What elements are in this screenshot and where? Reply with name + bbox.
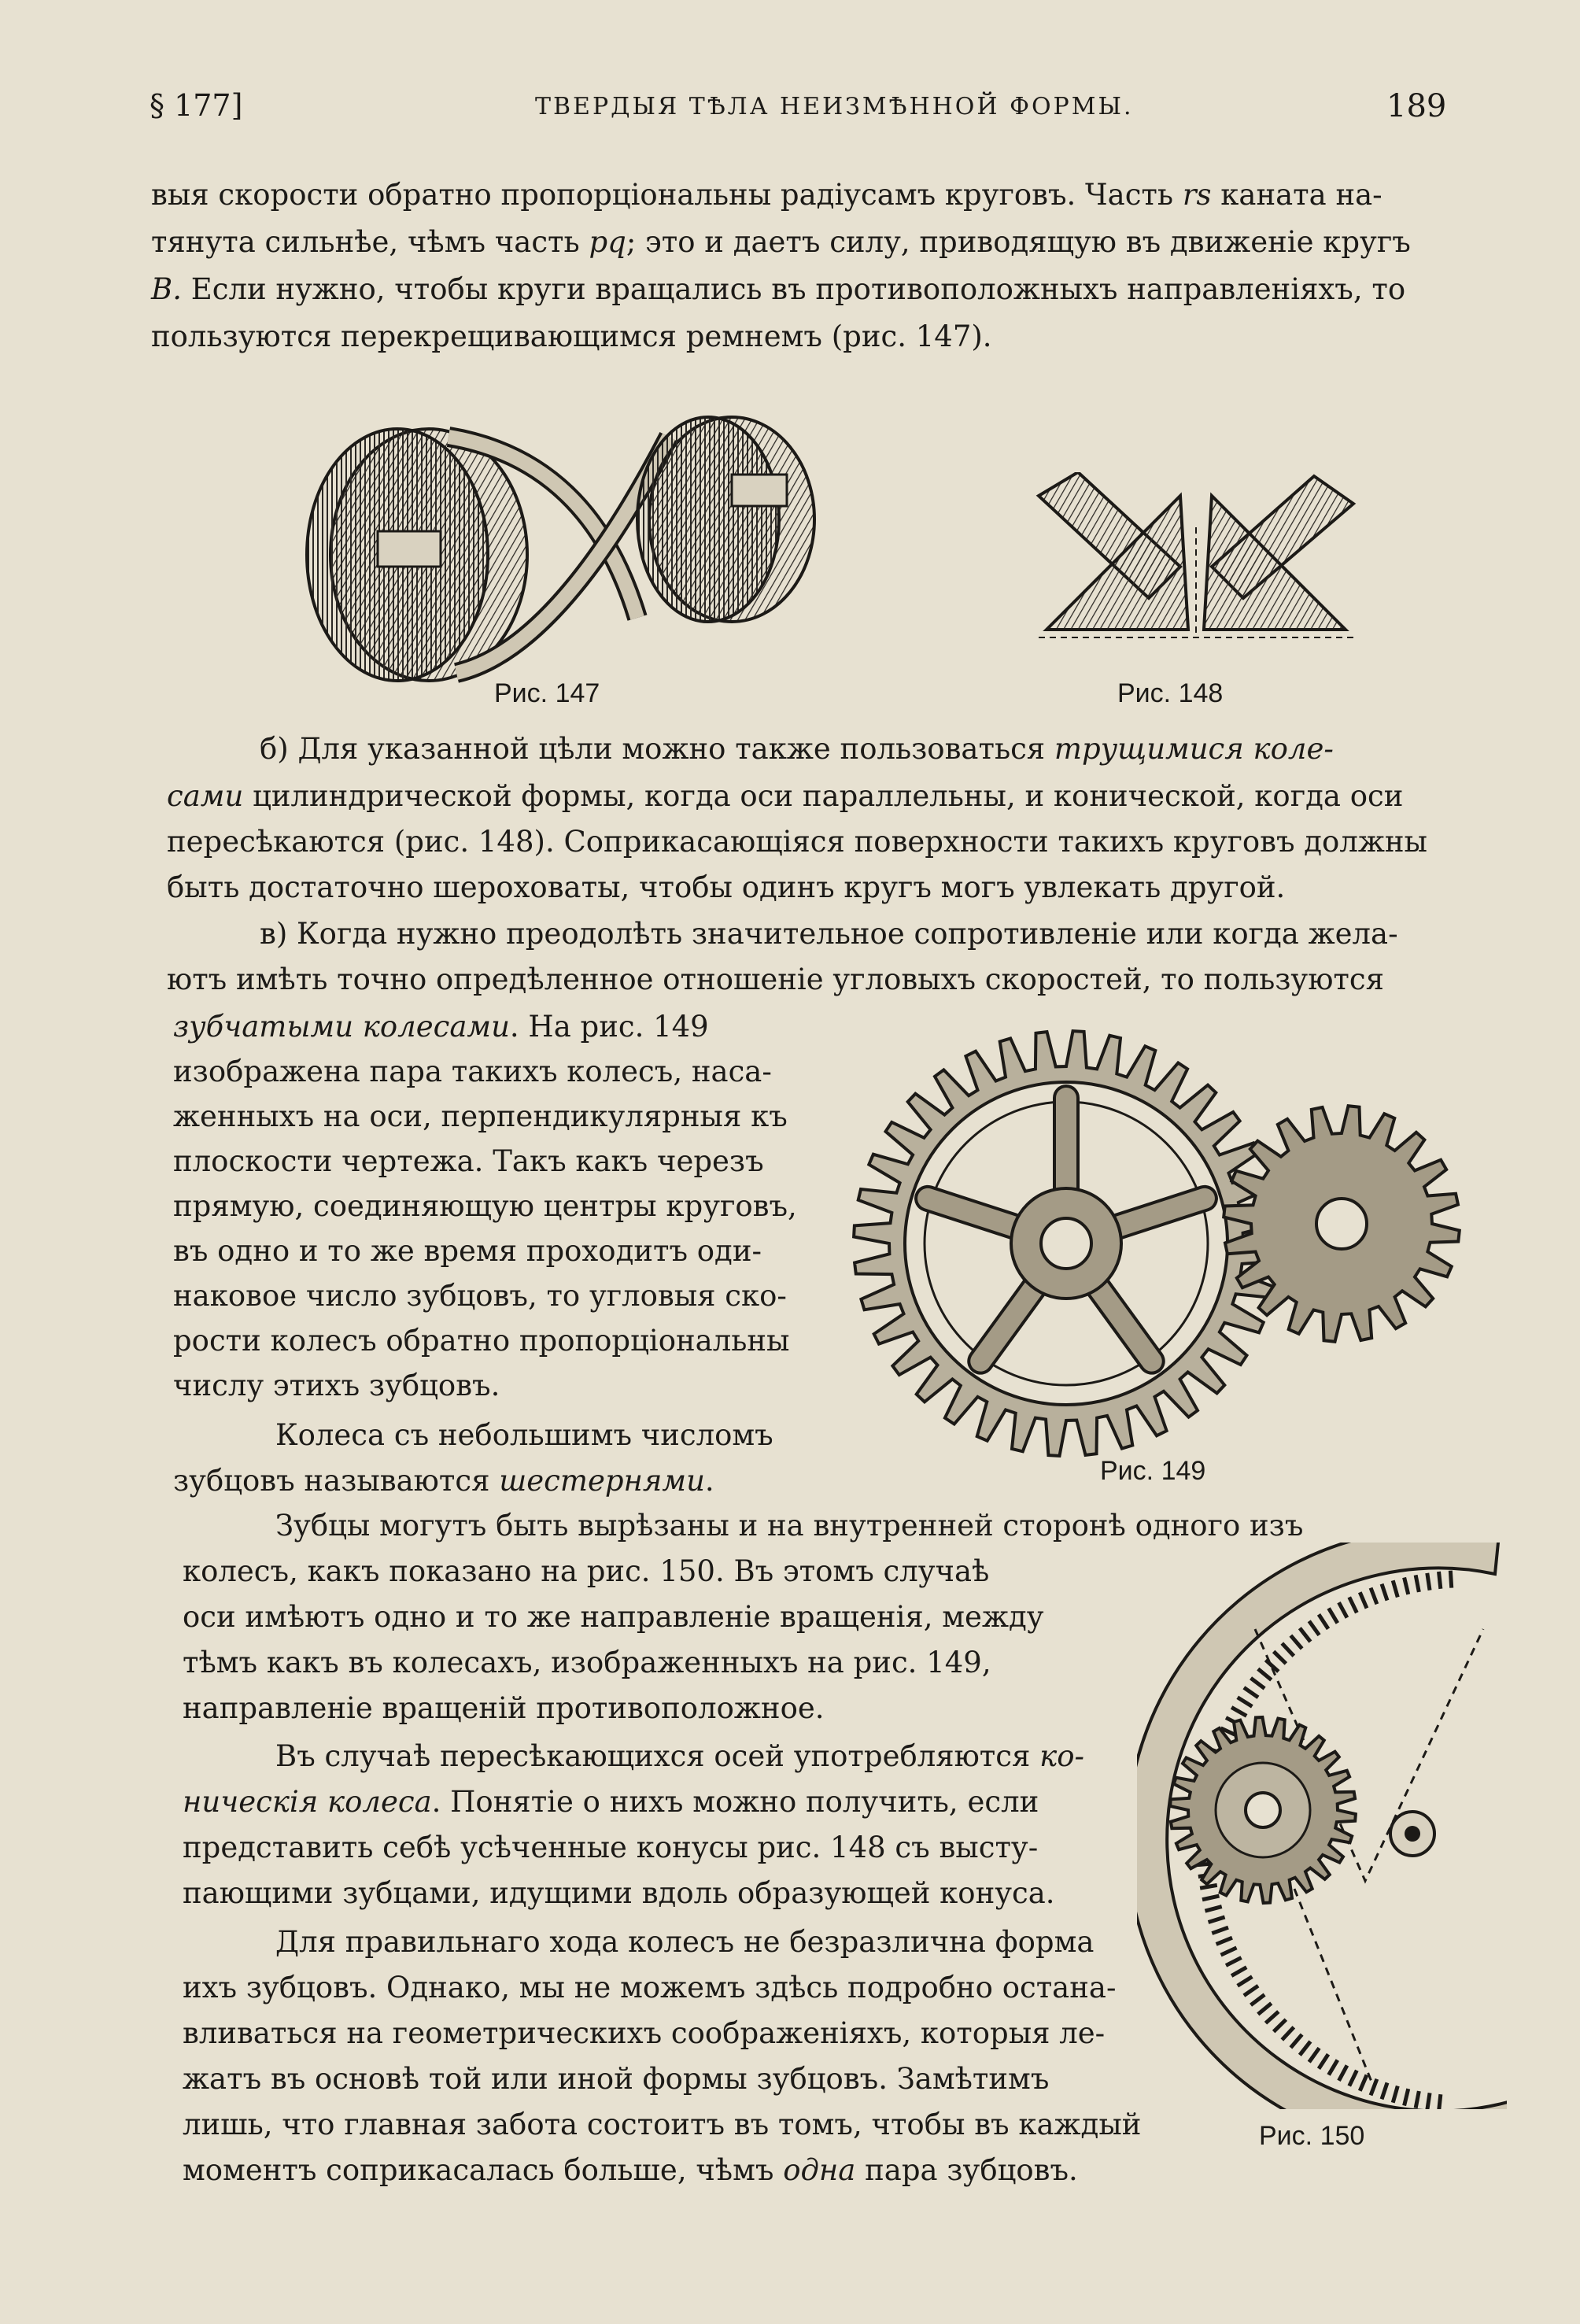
figure-147-crossed-belt <box>260 390 826 689</box>
text-line-18: рости колесъ обратно пропорціональны <box>173 1324 790 1358</box>
text-line-4: пользуются перекрещивающимся ремнемъ (рис. 147). <box>151 320 992 353</box>
text-line-13: женныхъ на оси, перпендикулярныя къ <box>173 1099 788 1133</box>
caption-fig-147: Рис. 147 <box>494 678 600 708</box>
figure-149-gear-pair <box>850 1023 1479 1464</box>
text-line-25: тѣмъ какъ въ колесахъ, изображенныхъ на рис. 149, <box>183 1646 991 1679</box>
text-line-30: пающими зубцами, идущими вдоль образующей конуса. <box>183 1876 1055 1910</box>
text-line-10: ютъ имѣть точно опредѣленное отношеніе угловыхъ скоростей, то пользуются <box>167 962 1384 996</box>
text-line-24: оси имѣютъ одно и то же направленіе вращенія, между <box>183 1600 1044 1634</box>
text-line-17: наковое число зубцовъ, то угловыя ско- <box>173 1279 787 1313</box>
figure-150-internal-gear <box>1137 1543 1507 2109</box>
text-line-20: Колеса съ небольшимъ числомъ <box>275 1418 773 1452</box>
text-line-12: изображена пара такихъ колесъ, наса- <box>173 1055 772 1088</box>
section-number: § 177] <box>150 88 243 123</box>
text-line-9: в) Когда нужно преодолѣть значительное сопротивленіе или когда жела- <box>260 917 1398 951</box>
symbol-rs: rs <box>1182 178 1212 212</box>
text-line-31: Для правильнаго хода колесъ не безразлична форма <box>275 1925 1095 1959</box>
text-line-26: направленіе вращеній противоположное. <box>183 1691 825 1725</box>
text-line-7: пересѣкаются (рис. 148). Соприкасающіяся поверхности такихъ круговъ должны <box>167 825 1427 859</box>
text-line-22: Зубцы могутъ быть вырѣзаны и на внутренней сторонѣ одного изъ <box>275 1509 1304 1543</box>
text-line-8: быть достаточно шероховаты, чтобы одинъ кругъ могъ увлекать другой. <box>167 870 1286 904</box>
text-line-23: колесъ, какъ показано на рис. 150. Въ этомъ случаѣ <box>183 1554 990 1588</box>
text-line-29: представить себѣ усѣченные конусы рис. 148 съ высту- <box>183 1831 1039 1864</box>
caption-fig-150: Рис. 150 <box>1259 2121 1365 2151</box>
text-line-35: лишь, что главная забота состоитъ въ томъ, чтобы въ каждый <box>183 2108 1142 2141</box>
symbol-B: B. <box>151 272 182 306</box>
text-line-34: жатъ въ основѣ той или иной формы зубцовъ. Замѣтимъ <box>183 2062 1050 2096</box>
figure-148-friction-cones <box>1023 472 1369 645</box>
text-line-27: Въ случаѣ пересѣкающихся осей употребляются ко- <box>275 1739 1084 1773</box>
text-line-14: плоскости чертежа. Такъ какъ черезъ <box>173 1144 764 1178</box>
text-line-6: сами цилиндрической формы, когда оси параллельны, и конической, когда оси <box>167 779 1404 813</box>
text-line-36: моментъ соприкасалась больше, чѣмъ одна пара зубцовъ. <box>183 2153 1078 2187</box>
caption-fig-148: Рис. 148 <box>1117 678 1224 708</box>
text-line-5: б) Для указанной цѣли можно также пользоваться трущимися коле- <box>260 732 1334 766</box>
text-line-11: зубчатыми колесами. На рис. 149 <box>173 1010 709 1044</box>
text-line-1: выя скорости обратно пропорціональны радіусамъ круговъ. Часть rs каната на- <box>151 178 1382 212</box>
page-number: 189 <box>1386 88 1447 124</box>
text-line-15: прямую, соединяющую центры круговъ, <box>173 1189 797 1223</box>
text-line-16: въ одно и то же время проходитъ оди- <box>173 1234 762 1268</box>
symbol-pq: pq <box>589 225 626 259</box>
text-line-28: ническія колеса. Понятіе о нихъ можно получить, если <box>183 1785 1039 1819</box>
text-line-3: B. Если нужно, чтобы круги вращались въ противоположныхъ направленіяхъ, то <box>151 272 1406 306</box>
running-title: ТВЕРДЫЯ ТѢЛА НЕИЗМѢННОЙ ФОРМЫ. <box>535 93 1134 120</box>
text-line-2: тянута сильнѣе, чѣмъ часть pq; это и даетъ силу, приводящую въ движеніе кругъ <box>151 225 1411 259</box>
text-line-32: ихъ зубцовъ. Однако, мы не можемъ здѣсь подробно остана- <box>183 1971 1117 2004</box>
caption-fig-149: Рис. 149 <box>1100 1456 1206 1486</box>
text-line-19: числу этихъ зубцовъ. <box>173 1369 500 1402</box>
text-line-33: вливаться на геометрическихъ соображеніяхъ, которыя ле- <box>183 2016 1106 2050</box>
text-line-21: зубцовъ называются шестернями. <box>173 1464 714 1498</box>
